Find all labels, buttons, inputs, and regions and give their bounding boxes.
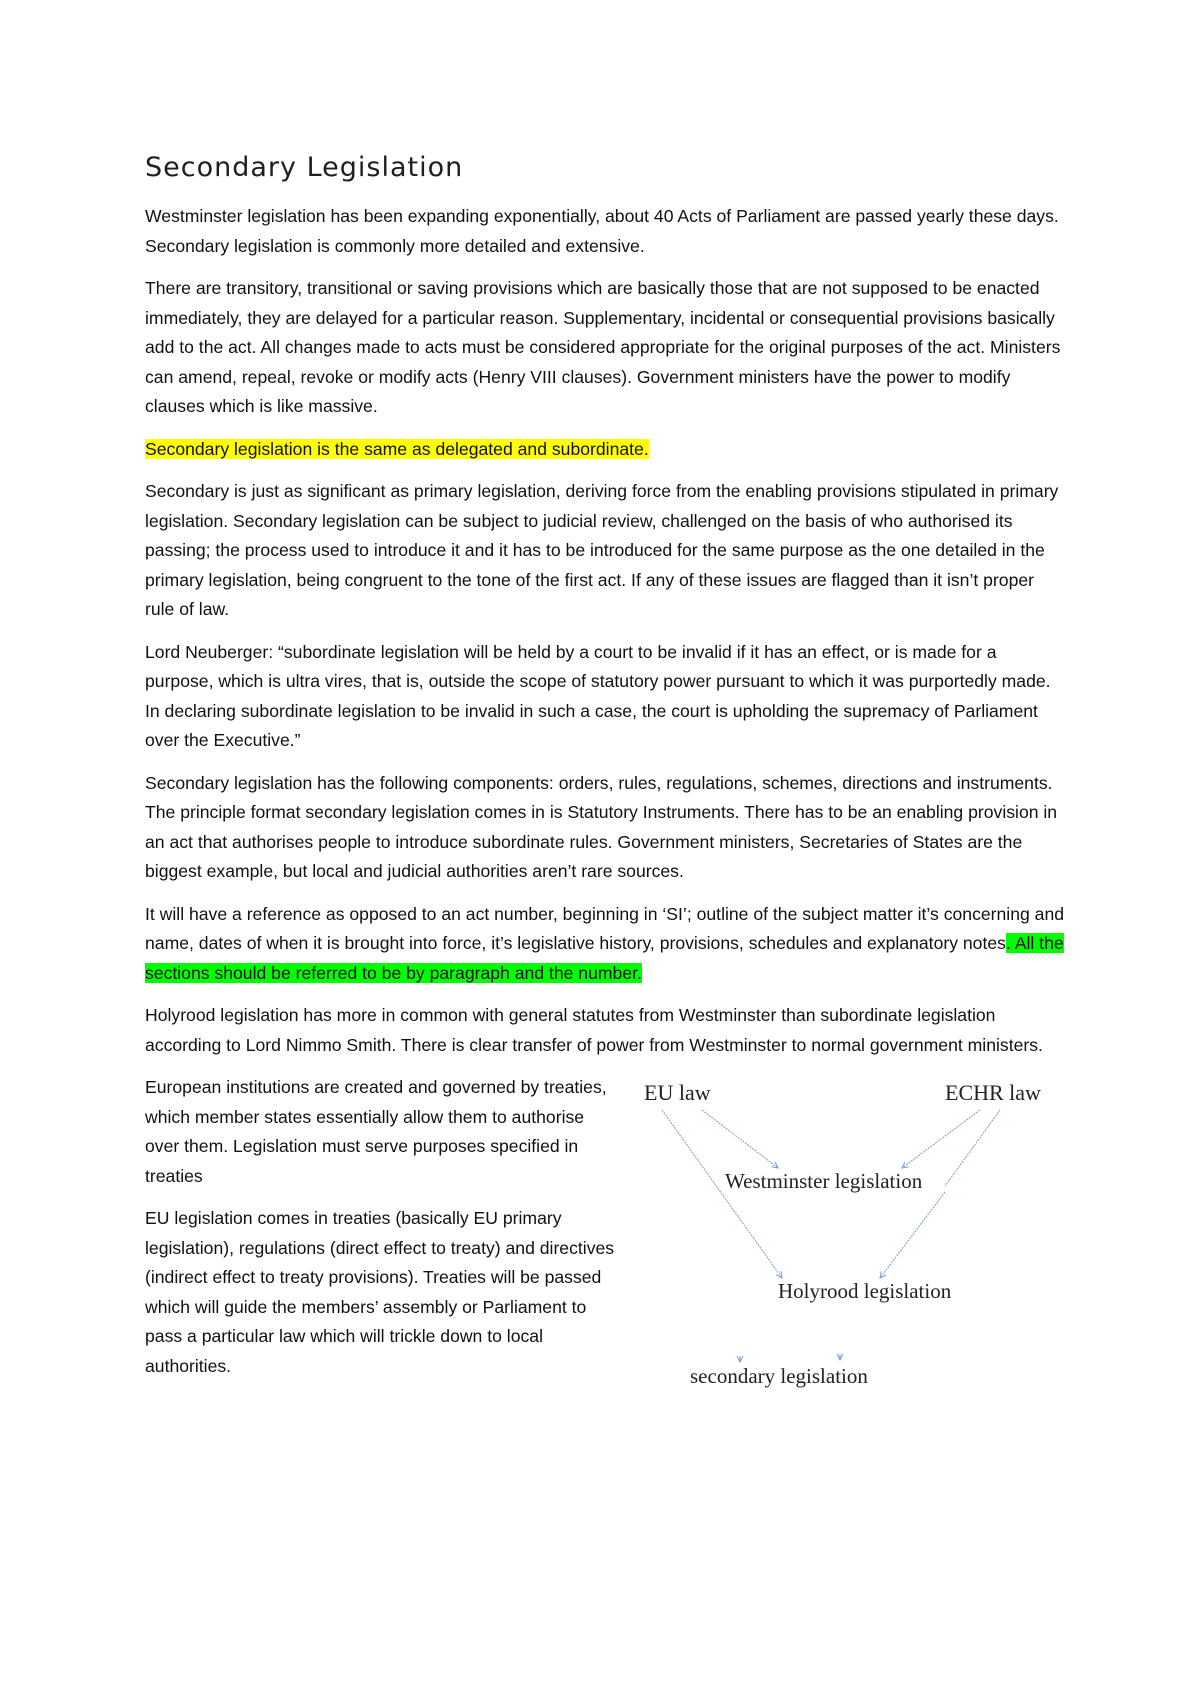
paragraph-european-institutions: European institutions are created and governed by treaties, which member states essentially allow them to authorise over them. Legislation must serve purposes specified in treaties bbox=[145, 1077, 607, 1186]
paragraph-significance: Secondary is just as significant as primary legislation, deriving force from the enabling provisions stipulated in primary legislation. Secondary legislation can be subject to judicial review, challenged on the basis of who authorised its passing; the process used to introduce it and it has to be introduced for the same purpose as the one detailed in the primary legislation, being congruent to the tone of the first act. If any of these issues are flagged than it isn’t proper rule of law. bbox=[145, 481, 1059, 619]
node-westminster: Westminster legislation bbox=[725, 1169, 923, 1193]
paragraph-provisions: There are transitory, transitional or saving provisions which are basically those that are not supposed to be enacted immediately, they are delayed for a particular reason. Supplementary, incidental or consequential provisions basically add to the act. All changes made to acts must be considered appropriate for the original purposes of the act. Ministers can amend, repeal, revoke or modify acts (Henry VIII clauses). Government ministers have the power to modify clauses which is like massive. bbox=[145, 278, 1061, 416]
arrow-eu-to-holyrood bbox=[662, 1110, 782, 1278]
node-holyrood: Holyrood legislation bbox=[778, 1279, 952, 1303]
node-eu-law: EU law bbox=[644, 1080, 711, 1105]
yellow-highlight: Secondary legislation is the same as delegated and subordinate. bbox=[145, 438, 649, 459]
hierarchy-svg bbox=[640, 1068, 1070, 1408]
node-echr-law: ECHR law bbox=[945, 1080, 1041, 1105]
paragraph-westminster-expansion: Westminster legislation has been expanding exponentially, about 40 Acts of Parliament are passed yearly these days. Secondary legislation is commonly more detailed and extensive. bbox=[145, 206, 1059, 256]
paragraph-neuberger-quote: Lord Neuberger: “subordinate legislation will be held by a court to be invalid if it has an effect, or is made for a purpose, which is ultra vires, that is, outside the scope of statutory power pursuant to which it was purportedly made. In declaring subordinate legislation to be invalid in such a case, the court is upholding the supremacy of Parliament over the Executive.” bbox=[145, 641, 1051, 750]
eu-text-column bbox=[145, 1073, 615, 1394]
arrow-echr-to-westminster bbox=[902, 1110, 980, 1168]
paragraph-holyrood: Holyrood legislation has more in common with general statutes from Westminster than subordinate legislation according to Lord Nimmo Smith. There is clear transfer of power from Westminster to normal government ministers. bbox=[145, 1005, 1043, 1055]
line-echr-right bbox=[945, 1110, 1000, 1186]
page-title: Secondary Legislation bbox=[145, 152, 464, 183]
paragraph-eu-legislation: EU legislation comes in treaties (basically EU primary legislation), regulations (direct effect to treaty) and directives (indirect effect to treaty provisions). Treaties will be passed which will guide the members’ assembly or Parliament to pass a particular law which will trickle down to local authorities. bbox=[145, 1208, 615, 1376]
arrow-westminster-to-holyrood bbox=[880, 1192, 945, 1278]
green-highlight: . All the sections should be referred to be by paragraph and the number. bbox=[145, 933, 1064, 983]
legislation-hierarchy-diagram bbox=[640, 1068, 1070, 1408]
paragraph-definition bbox=[145, 435, 1065, 465]
node-secondary: secondary legislation bbox=[690, 1364, 868, 1388]
eu-section bbox=[145, 1073, 1065, 1433]
reference-text: It will have a reference as opposed to an act number, beginning in ‘SI’; outline of the subject matter it’s concerning and name, dates of when it is brought into force, it’s legislative history, provisions, schedules and explanatory notes bbox=[145, 903, 1065, 953]
document-body bbox=[145, 148, 1065, 1433]
arrow-eu-to-westminster bbox=[702, 1110, 778, 1168]
paragraph-components: Secondary legislation has the following components: orders, rules, regulations, schemes, directions and instruments. The principle format secondary legislation comes in is Statutory Instruments. There has to be an enabling provision in an act that authorises people to introduce subordinate rules. Government ministers, Secretaries of States are the biggest example, but local and judicial authorities aren’t rare sources. bbox=[145, 772, 1058, 881]
paragraph-reference bbox=[145, 900, 1065, 989]
